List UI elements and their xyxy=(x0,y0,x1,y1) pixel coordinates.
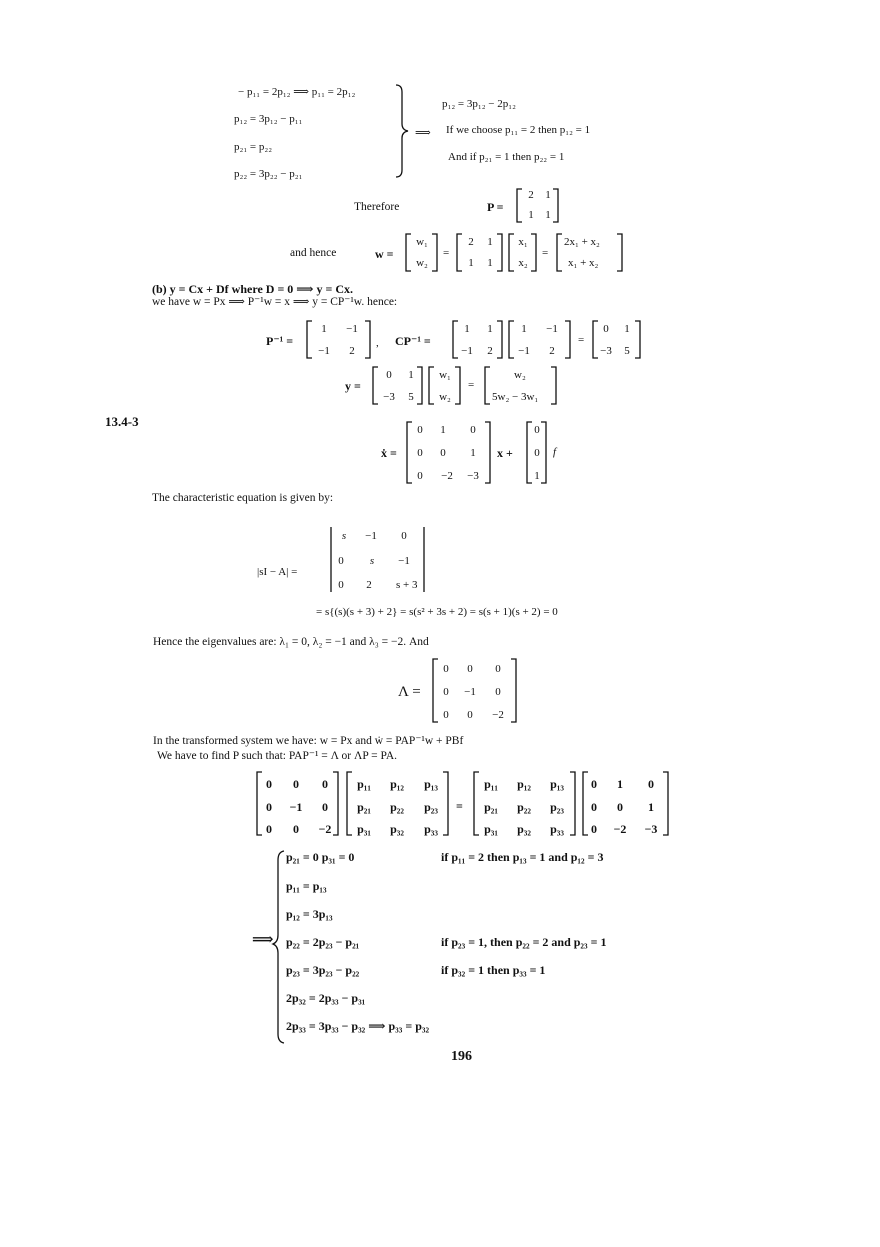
matrix-cell: p₁₂ xyxy=(517,777,531,791)
matrix-cell: −2 xyxy=(613,822,627,836)
problem-label: 13.4-3 xyxy=(105,414,139,429)
eigen-text: Hence the eigenvalues are: λ₁ = 0, λ₂ = −1 and λ₃ = −2. And xyxy=(153,636,429,648)
top-system-right-2: If we choose p₁₁ = 2 then p₁₂ = 1 xyxy=(446,124,591,136)
matrix-cell: 0 xyxy=(401,530,407,542)
matrix-cell: 1 xyxy=(470,447,476,459)
matrix-cell: 0 xyxy=(293,777,299,791)
matrix-cell: p₃₂ xyxy=(517,822,531,836)
bottom-system-line-5: p₂₃ = 3p₂₃ − p₂₂ xyxy=(286,963,360,977)
state-eq-mid: x + xyxy=(497,446,513,460)
matrix-cell: 1 xyxy=(321,323,327,335)
bottom-system-line-7: 2p₃₃ = 3p₃₃ − p₃₂ ⟹ p₃₃ = p₃₂ xyxy=(286,1019,430,1033)
matrix-cell: 0 xyxy=(417,470,423,482)
matrix-cell: p₂₁ xyxy=(484,800,498,814)
and-hence-lhs: w = xyxy=(375,247,394,261)
matrix-cell: −2 xyxy=(492,709,504,721)
y-eq-lhs: y = xyxy=(345,379,361,393)
vector-cell: 0 xyxy=(534,424,540,436)
matrix-cell: 0 xyxy=(467,709,473,721)
matrix-cell: −3 xyxy=(383,391,395,403)
cp-inverse-lhs: CP⁻¹ = xyxy=(395,334,431,348)
matrix-cell: 2 xyxy=(528,189,534,201)
matrix-cell: 0 xyxy=(417,424,423,436)
matrix-cell: 1 xyxy=(648,800,654,814)
matrix-cell: 1 xyxy=(487,257,493,269)
matrix-cell: 1 xyxy=(521,323,527,335)
matrix-cell: p₁₂ xyxy=(390,777,404,791)
matrix-cell: 0 xyxy=(648,777,654,791)
matrix-cell: 0 xyxy=(322,777,328,791)
matrix-cell: −2 xyxy=(441,470,453,482)
matrix-cell: 0 xyxy=(603,323,609,335)
p-inverse-lhs: P⁻¹ = xyxy=(266,334,294,348)
matrix-cell: −2 xyxy=(318,822,332,836)
matrix-cell: −1 xyxy=(546,323,558,335)
state-eq-lhs: ẋ = xyxy=(381,446,397,460)
det-lhs: |sI − A| = xyxy=(257,566,298,578)
vector-cell: x₁ xyxy=(518,236,528,248)
matrix-cell: p₃₁ xyxy=(357,822,371,836)
matrix-cell: 2 xyxy=(349,345,355,357)
matrix-cell: 0 xyxy=(338,579,344,591)
bottom-system-arrow: ⟹ xyxy=(252,932,274,948)
matrix-cell: −3 xyxy=(644,822,658,836)
matrix-cell: 2 xyxy=(468,236,474,248)
matrix-cell: s xyxy=(341,530,347,542)
matrix-cell: 0 xyxy=(591,777,597,791)
matrix-cell: −1 xyxy=(289,800,303,814)
top-system-line-3: p₂₁ = p₂₂ xyxy=(234,141,273,153)
comma: , xyxy=(376,337,379,349)
transformed-text-2: We have to find P such that: PAP⁻¹ = Λ or ΛP = PA. xyxy=(157,750,398,762)
matrix-cell: p₃₃ xyxy=(424,822,438,836)
part-b-line-1: (b) y = Cx + Df where D = 0 ⟹ y = Cx. xyxy=(152,282,353,296)
vector-cell: 1 xyxy=(534,470,540,482)
equals-sign: = xyxy=(456,799,463,813)
matrix-cell: 0 xyxy=(495,686,501,698)
matrix-cell: 1 xyxy=(468,257,474,269)
and-hence-label: and hence xyxy=(290,247,337,259)
matrix-cell: 0 xyxy=(443,686,449,698)
vector-cell: w₂ xyxy=(439,391,451,403)
vector-cell: x₁ + x₂ xyxy=(568,257,599,269)
matrix-cell: 1 xyxy=(464,323,470,335)
equals-sign: = xyxy=(578,334,585,346)
bottom-system-line-1: p₂₁ = 0 p₃₁ = 0 xyxy=(286,850,355,864)
matrix-cell: s + 3 xyxy=(396,579,418,591)
lambda-lhs: Λ = xyxy=(398,684,421,700)
matrix-cell: p₁₁ xyxy=(357,777,371,791)
therefore-label: Therefore xyxy=(354,201,400,213)
matrix-cell: 1 xyxy=(528,209,534,221)
matrix-cell: 2 xyxy=(549,345,555,357)
bottom-condition-1: if p₁₁ = 2 then p₁₃ = 1 and p₁₂ = 3 xyxy=(441,850,604,864)
top-system-line-2: p₁₂ = 3p₁₂ − p₁₁ xyxy=(234,113,303,125)
matrix-cell: 0 xyxy=(322,800,328,814)
matrix-cell: −1 xyxy=(398,555,410,567)
matrix-cell: p₂₁ xyxy=(357,800,371,814)
top-system-right-1: p₁₂ = 3p₁₂ − 2p₁₂ xyxy=(442,98,516,110)
vector-cell: 0 xyxy=(534,447,540,459)
matrix-cell: 0 xyxy=(266,800,272,814)
bottom-system-line-6: 2p₃₂ = 2p₃₃ − p₃₁ xyxy=(286,991,366,1005)
matrix-cell: 0 xyxy=(417,447,423,459)
matrix-cell: −1 xyxy=(464,686,476,698)
matrix-cell: p₃₃ xyxy=(550,822,564,836)
matrix-cell: 1 xyxy=(624,323,630,335)
matrix-cell: 1 xyxy=(545,209,551,221)
bottom-condition-3: if p₃₂ = 1 then p₃₃ = 1 xyxy=(441,963,546,977)
bottom-system-line-3: p₁₂ = 3p₁₃ xyxy=(286,907,333,921)
top-system-line-4: p₂₂ = 3p₂₂ − p₂₁ xyxy=(234,168,303,180)
matrix-cell: 0 xyxy=(266,777,272,791)
matrix-cell: p₃₁ xyxy=(484,822,498,836)
therefore-lhs: P = xyxy=(487,200,504,214)
vector-cell: w₁ xyxy=(416,236,428,248)
matrix-cell: 0 xyxy=(266,822,272,836)
matrix-cell: p₂₃ xyxy=(424,800,438,814)
equals-sign: = xyxy=(468,379,475,391)
vector-cell: w₂ xyxy=(416,257,428,269)
matrix-cell: −1 xyxy=(518,345,530,357)
matrix-cell: 0 xyxy=(293,822,299,836)
matrix-cell: 1 xyxy=(487,236,493,248)
top-system-brace xyxy=(394,84,414,184)
part-b-line-2: we have w = Px ⟹ P⁻¹w = x ⟹ y = CP⁻¹w. hence: xyxy=(152,296,398,308)
vector-cell: 5w₂ − 3w₁ xyxy=(492,391,539,403)
matrix-cell: 1 xyxy=(440,424,446,436)
matrix-cell: 2 xyxy=(366,579,372,591)
matrix-cell: 1 xyxy=(617,777,623,791)
matrix-cell: −1 xyxy=(346,323,358,335)
matrix-cell: 2 xyxy=(487,345,493,357)
matrix-cell: p₂₂ xyxy=(390,800,404,814)
matrix-cell: 0 xyxy=(443,663,449,675)
matrix-cell: p₁₃ xyxy=(424,777,438,791)
matrix-cell: 0 xyxy=(338,555,344,567)
input-f: f xyxy=(553,446,557,458)
matrix-cell: 0 xyxy=(443,709,449,721)
matrix-cell: p₂₃ xyxy=(550,800,564,814)
char-eq-text: The characteristic equation is given by: xyxy=(152,492,334,504)
matrix-cell: 5 xyxy=(624,345,630,357)
equals-sign: = xyxy=(542,247,549,259)
matrix-cell: 0 xyxy=(470,424,476,436)
vector-cell: w₁ xyxy=(439,369,451,381)
matrix-cell: −1 xyxy=(461,345,473,357)
matrix-cell: −1 xyxy=(365,530,377,542)
matrix-cell: p₁₁ xyxy=(484,777,498,791)
matrix-cell: 0 xyxy=(591,800,597,814)
matrix-cell: 5 xyxy=(408,391,414,403)
matrix-cell: 0 xyxy=(591,822,597,836)
matrix-cell: 0 xyxy=(440,447,446,459)
matrix-cell: −3 xyxy=(600,345,612,357)
top-system-arrow: ⟹ xyxy=(415,127,431,139)
matrix-cell: 0 xyxy=(467,663,473,675)
matrix-cell: 1 xyxy=(408,369,414,381)
transformed-text-1: In the transformed system we have: w = Px and ẇ = PAP⁻¹w + PBf xyxy=(153,735,464,747)
matrix-cell: s xyxy=(369,555,375,567)
matrix-cell: 0 xyxy=(386,369,392,381)
top-system-line-1: − p₁₁ = 2p₁₂ ⟹ p₁₁ = 2p₁₂ xyxy=(238,86,356,98)
matrix-cell: −1 xyxy=(318,345,330,357)
matrix-cell: p₃₂ xyxy=(390,822,404,836)
vector-cell: 2x₁ + x₂ xyxy=(564,236,600,248)
matrix-cell: 1 xyxy=(545,189,551,201)
matrix-cell: p₁₃ xyxy=(550,777,564,791)
equals-sign: = xyxy=(443,247,450,259)
det-expansion: = s{(s)(s + 3) + 2} = s(s² + 3s + 2) = s(s + 1)(s + 2) = 0 xyxy=(316,606,558,618)
matrix-cell: 0 xyxy=(495,663,501,675)
top-system-right-3: And if p₂₁ = 1 then p₂₂ = 1 xyxy=(448,151,565,163)
matrix-cell: p₂₂ xyxy=(517,800,531,814)
bottom-system-line-2: p₁₁ = p₁₃ xyxy=(286,879,327,893)
vector-cell: x₂ xyxy=(518,257,528,269)
bottom-condition-2: if p₂₃ = 1, then p₂₂ = 2 and p₂₃ = 1 xyxy=(441,935,607,949)
matrix-cell: 1 xyxy=(487,323,493,335)
bottom-system-line-4: p₂₂ = 2p₂₃ − p₂₁ xyxy=(286,935,360,949)
vector-cell: w₂ xyxy=(514,369,526,381)
matrix-cell: −3 xyxy=(467,470,479,482)
page-number: 196 xyxy=(451,1049,472,1064)
matrix-cell: 0 xyxy=(617,800,623,814)
